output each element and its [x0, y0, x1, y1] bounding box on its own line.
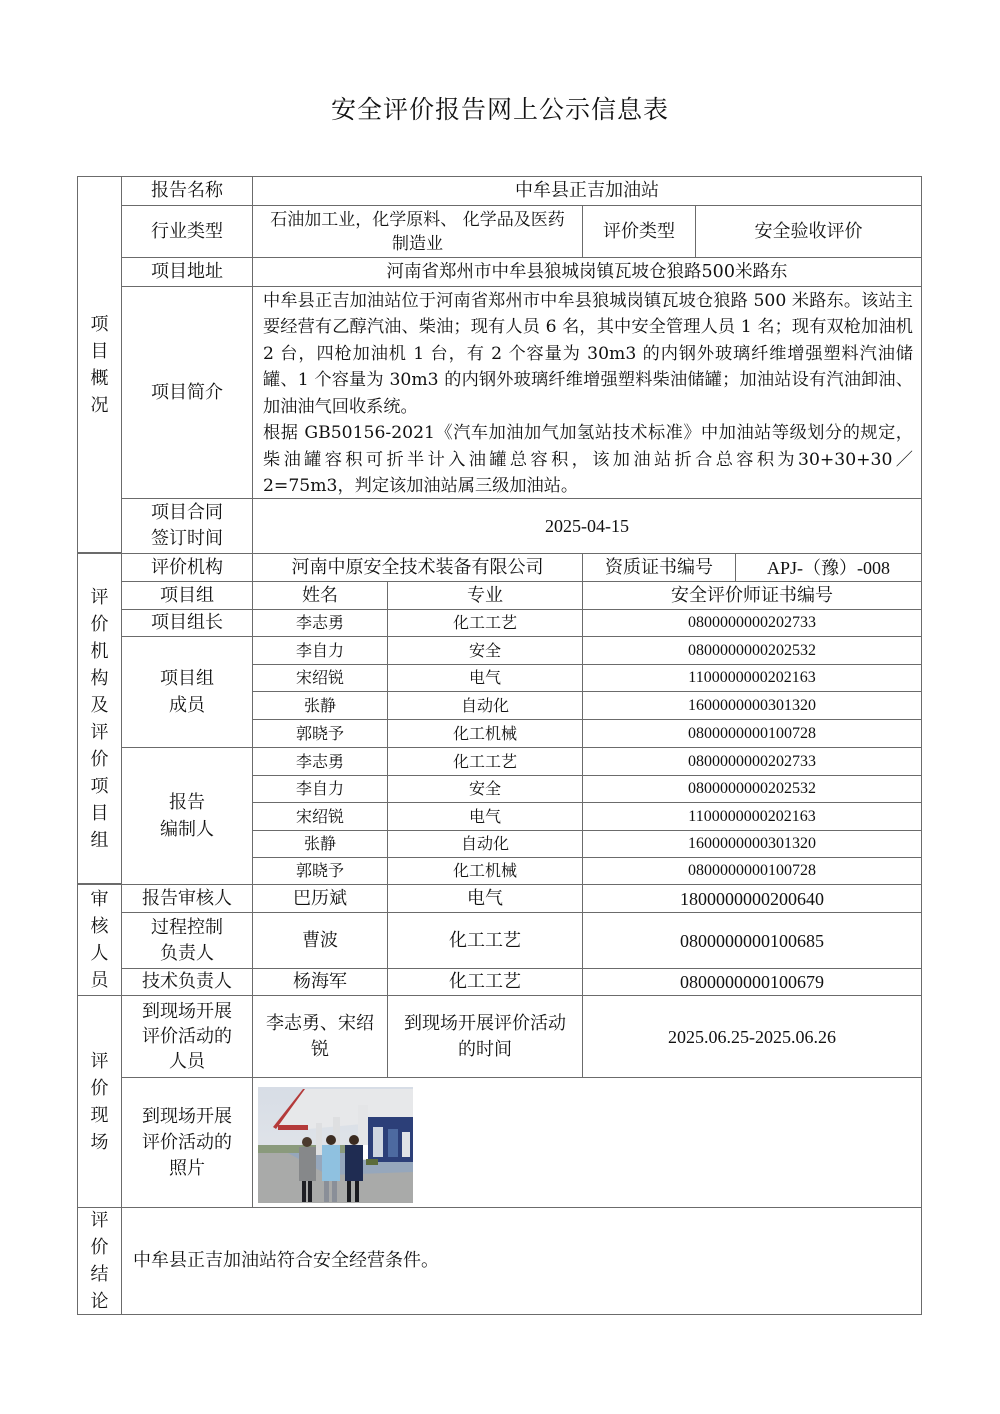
reviewer-role: 报告审核人	[121, 884, 253, 913]
section-label-conclusion	[77, 1207, 122, 1315]
tech-lead-role: 技术负责人	[121, 968, 253, 996]
members-label-line: 项目组	[160, 668, 214, 689]
section-char: 人	[90, 943, 109, 964]
org-name: 河南中原安全技术装备有限公司	[252, 553, 583, 582]
authors-label-line: 报告	[169, 792, 205, 813]
role-line: 过程控制	[151, 916, 223, 938]
header-cert: 安全评价师证书编号	[582, 581, 922, 610]
gas-station-photo-image	[258, 1087, 413, 1203]
author-cert: 1600000000301320	[582, 830, 922, 858]
section-char: 评	[90, 1050, 109, 1072]
header-team: 项目组	[121, 581, 253, 610]
report-name-value: 中牟县正吉加油站	[252, 176, 922, 206]
section-char: 及	[90, 694, 109, 716]
member-cert: 1100000000202163	[582, 664, 922, 692]
member-cert: 0800000000202532	[582, 636, 922, 665]
section-char: 结	[90, 1264, 109, 1285]
section-char: 价	[90, 613, 109, 635]
label-line: 人员	[169, 1051, 205, 1072]
section-char: 概	[90, 367, 109, 389]
author-name: 李志勇	[252, 747, 388, 776]
leader-label: 项目组长	[121, 609, 253, 637]
process-control-cert: 0800000000100685	[582, 912, 922, 969]
contract-date: 2025-04-15	[252, 498, 922, 554]
tech-lead-name: 杨海军	[252, 968, 388, 996]
site-photo-label	[121, 1077, 253, 1208]
section-label-review	[77, 884, 122, 996]
section-label-overview	[77, 176, 122, 553]
contract-label-line: 项目合同	[151, 502, 223, 523]
page-title: 安全评价报告网上公示信息表	[330, 95, 669, 124]
authors-label	[121, 747, 253, 885]
section-char: 核	[90, 916, 109, 937]
site-photo	[258, 1087, 413, 1203]
author-major: 安全	[387, 775, 583, 803]
intro-value	[252, 286, 922, 499]
author-major: 电气	[387, 802, 583, 831]
label-line: 照片	[169, 1157, 205, 1179]
report-name-label: 报告名称	[121, 176, 253, 206]
section-char: 目	[90, 340, 109, 362]
members-label	[121, 636, 253, 748]
section-char: 现	[90, 1104, 109, 1126]
member-major: 自动化	[387, 691, 583, 720]
member-name: 李自力	[252, 636, 388, 665]
member-name: 宋绍锐	[252, 664, 388, 692]
section-char: 组	[90, 829, 109, 851]
author-name: 李自力	[252, 775, 388, 803]
eval-type-value: 安全验收评价	[695, 205, 922, 258]
member-cert: 1600000000301320	[582, 691, 922, 720]
process-control-name: 曹波	[252, 912, 388, 969]
intro-paragraph-2: 根据 GB50156-2021《汽车加油加气加氢站技术标准》中加油站等级划分的规定，柴油罐容积可折半计入油罐总容积，该加油站折合总容积为30+30+30／2=75m3，判定该加油站属三级加油站。	[263, 423, 913, 496]
tech-lead-cert: 0800000000100679	[582, 968, 922, 996]
author-cert: 0800000000202733	[582, 747, 922, 776]
section-char: 审	[90, 889, 109, 910]
contract-label-line: 签订时间	[151, 528, 223, 549]
site-time: 2025.06.25-2025.06.26	[582, 995, 922, 1078]
section-char: 构	[90, 667, 109, 689]
leader-name: 李志勇	[252, 609, 388, 637]
author-name: 张静	[252, 830, 388, 858]
section-char: 员	[90, 970, 109, 991]
intro-label: 项目简介	[121, 286, 253, 499]
author-major: 化工工艺	[387, 747, 583, 776]
industry-value: 石油加工业，化学原料、 化学品及医药制造业	[252, 205, 583, 258]
member-major: 安全	[387, 636, 583, 665]
org-label: 评价机构	[121, 553, 253, 582]
author-cert: 0800000000202532	[582, 775, 922, 803]
author-name: 宋绍锐	[252, 802, 388, 831]
section-char: 价	[90, 1077, 109, 1099]
reviewer-name: 巴历斌	[252, 884, 388, 913]
member-major: 化工机械	[387, 719, 583, 748]
member-name: 张静	[252, 691, 388, 720]
reviewer-major: 电气	[387, 884, 583, 913]
section-char: 目	[90, 802, 109, 824]
label-line: 评价活动的	[142, 1026, 232, 1047]
author-name: 郭晓予	[252, 857, 388, 885]
cert-no: APJ-（豫）-008	[735, 553, 922, 582]
site-people: 李志勇、宋绍锐	[252, 995, 388, 1078]
section-label-site	[77, 995, 122, 1208]
members-label-line: 成员	[169, 695, 205, 716]
address-value: 河南省郑州市中牟县狼城岗镇瓦坡仓狼路500米路东	[252, 257, 922, 287]
member-name: 郭晓予	[252, 719, 388, 748]
section-char: 评	[90, 1210, 109, 1231]
section-char: 价	[90, 748, 109, 770]
site-people-label	[121, 995, 253, 1078]
authors-label-line: 编制人	[160, 819, 214, 840]
intro-paragraph-1: 中牟县正吉加油站位于河南省郑州市中牟县狼城岗镇瓦坡仓狼路 500 米路东。该站主要经营有乙醇汽油、柴油；现有人员 6 名，其中安全管理人员 1 名；现有双枪加油机 2 台，四枪加油机 1 台，有 2 个容量为 30m3 的内钢外玻璃纤维增强塑料汽油储罐、1 个容量为 30m3 的内钢外玻璃纤维增强塑料柴油储罐；加油站设有汽油卸油、加油油气回收系统。	[263, 290, 913, 417]
header-major: 专业	[387, 581, 583, 610]
cert-label: 资质证书编号	[582, 553, 736, 582]
author-major: 自动化	[387, 830, 583, 858]
author-cert: 1100000000202163	[582, 802, 922, 831]
section-char: 论	[90, 1291, 109, 1312]
process-control-role	[121, 912, 253, 969]
conclusion-text: 中牟县正吉加油站符合安全经营条件。	[121, 1207, 922, 1315]
tech-lead-major: 化工工艺	[387, 968, 583, 996]
header-name: 姓名	[252, 581, 388, 610]
section-char: 评	[90, 721, 109, 743]
site-time-label: 到现场开展评价活动的时间	[387, 995, 583, 1078]
process-control-major: 化工工艺	[387, 912, 583, 969]
eval-type-label: 评价类型	[582, 205, 696, 258]
section-char: 项	[90, 313, 109, 335]
leader-cert: 0800000000202733	[582, 609, 922, 637]
member-major: 电气	[387, 664, 583, 692]
section-char: 评	[90, 586, 109, 608]
label-line: 到现场开展	[142, 1105, 232, 1127]
address-label: 项目地址	[121, 257, 253, 287]
industry-label: 行业类型	[121, 205, 253, 258]
section-char: 机	[90, 640, 109, 662]
leader-major: 化工工艺	[387, 609, 583, 637]
section-char: 项	[90, 775, 109, 797]
section-char: 况	[90, 394, 109, 416]
reviewer-cert: 1800000000200640	[582, 884, 922, 913]
contract-label	[121, 498, 253, 554]
member-cert: 0800000000100728	[582, 719, 922, 748]
author-major: 化工机械	[387, 857, 583, 885]
label-line: 到现场开展	[142, 1001, 232, 1022]
section-label-org	[77, 553, 122, 884]
section-char: 场	[90, 1131, 109, 1153]
section-char: 价	[90, 1237, 109, 1258]
role-line: 负责人	[160, 942, 214, 964]
label-line: 评价活动的	[142, 1131, 232, 1153]
author-cert: 0800000000100728	[582, 857, 922, 885]
